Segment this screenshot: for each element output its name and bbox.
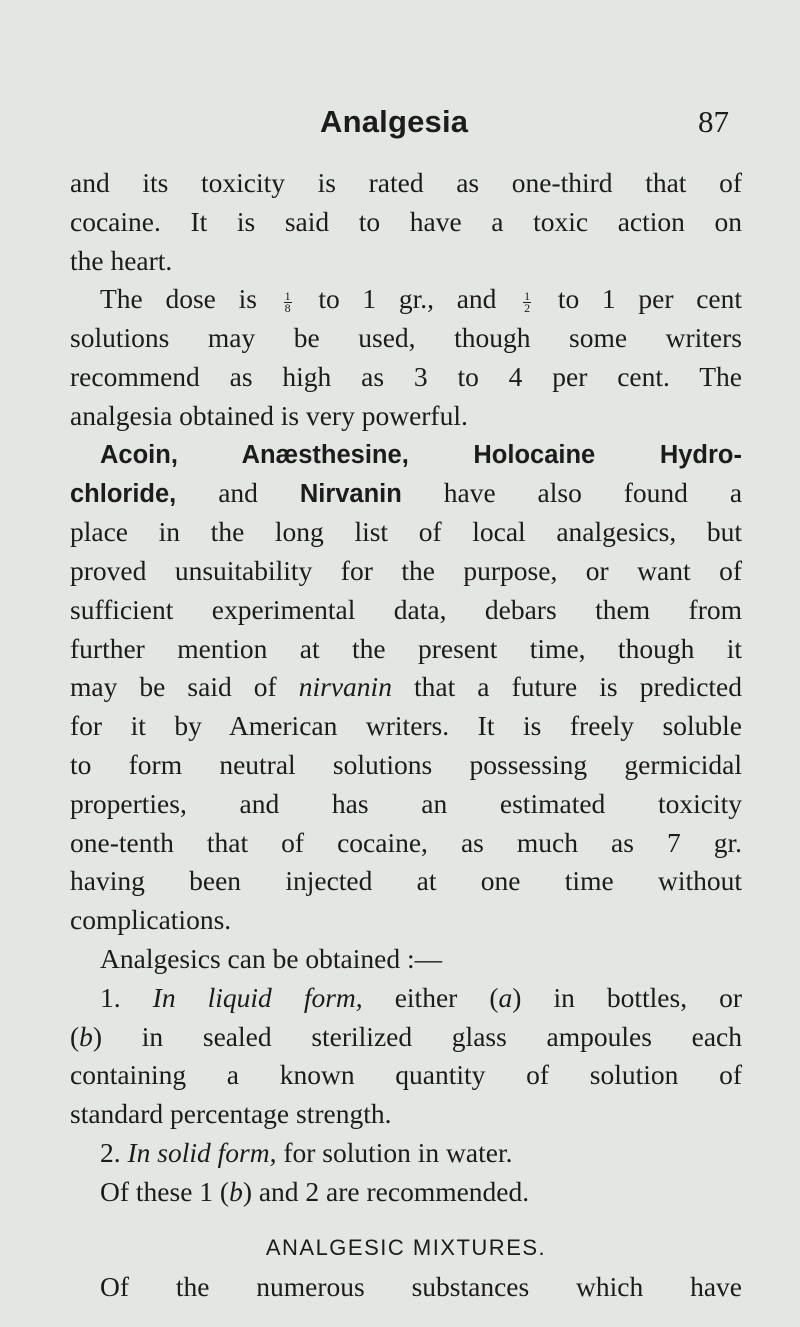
text-line: standard percentage strength. xyxy=(70,1098,392,1130)
list-item-1: 1. In liquid form, either (a) in bottles, or xyxy=(100,981,743,1013)
text-line: containing a known quantity of solution of xyxy=(70,1059,742,1091)
text-line: chloride, and Nirvanin have also found a xyxy=(70,477,743,509)
running-header xyxy=(0,104,800,144)
text-line: may be said of nirvanin that a future is predicted xyxy=(70,671,742,703)
text-line: and its toxicity is rated as one-third that of xyxy=(70,167,742,198)
text-line: Of the numerous substances which have xyxy=(100,1270,742,1302)
text-line: analgesia obtained is very powerful. xyxy=(70,399,468,431)
list-item-2: 2. In solid form, for solution in water. xyxy=(100,1136,513,1168)
text-line: the heart. xyxy=(70,244,173,276)
section-heading: ANALGESIC MIXTURES. xyxy=(265,1234,547,1260)
text-line: having been injected at one time without xyxy=(70,865,742,897)
text-line: The dose is $\frac{1}{8}$ to 1 gr., and $\frac{1}{2}$ to 1 per cent xyxy=(100,283,742,315)
running-title: Analgesia xyxy=(320,104,469,139)
page-number: 87 xyxy=(698,104,729,139)
text-line: to form neutral solutions possessing germicidal xyxy=(70,748,742,780)
text-line: Analgesics can be obtained :— xyxy=(100,942,443,974)
fraction: $\frac{1}{8}$ xyxy=(284,288,291,315)
text-line: solutions may be used, though some writers xyxy=(70,322,742,354)
page-body xyxy=(70,164,742,1306)
text-line: complications. xyxy=(70,904,232,936)
fraction: $\frac{1}{2}$ xyxy=(524,288,531,315)
text-line: cocaine. It is said to have a toxic action on xyxy=(70,205,742,237)
text-line: one-tenth that of cocaine, as much as 7 gr. xyxy=(70,826,742,858)
text-line: (b) in sealed sterilized glass ampoules each xyxy=(70,1020,742,1052)
text-line: further mention at the present time, though it xyxy=(70,632,742,664)
text-line: sufficient experimental data, debars them from xyxy=(70,593,742,625)
text-line: place in the long list of local analgesics, but xyxy=(70,516,742,548)
text-line: for it by American writers. It is freely soluble xyxy=(70,710,742,742)
text-line: Acoin, Anæsthesine, Holocaine Hydro- xyxy=(100,440,742,469)
text-line: recommend as high as 3 to 4 per cent. The xyxy=(70,360,742,392)
text-line: Of these 1 (b) and 2 are recommended. xyxy=(100,1175,530,1207)
text-line: proved unsuitability for the purpose, or want of xyxy=(70,554,742,586)
text-line: properties, and has an estimated toxicity xyxy=(70,787,742,819)
